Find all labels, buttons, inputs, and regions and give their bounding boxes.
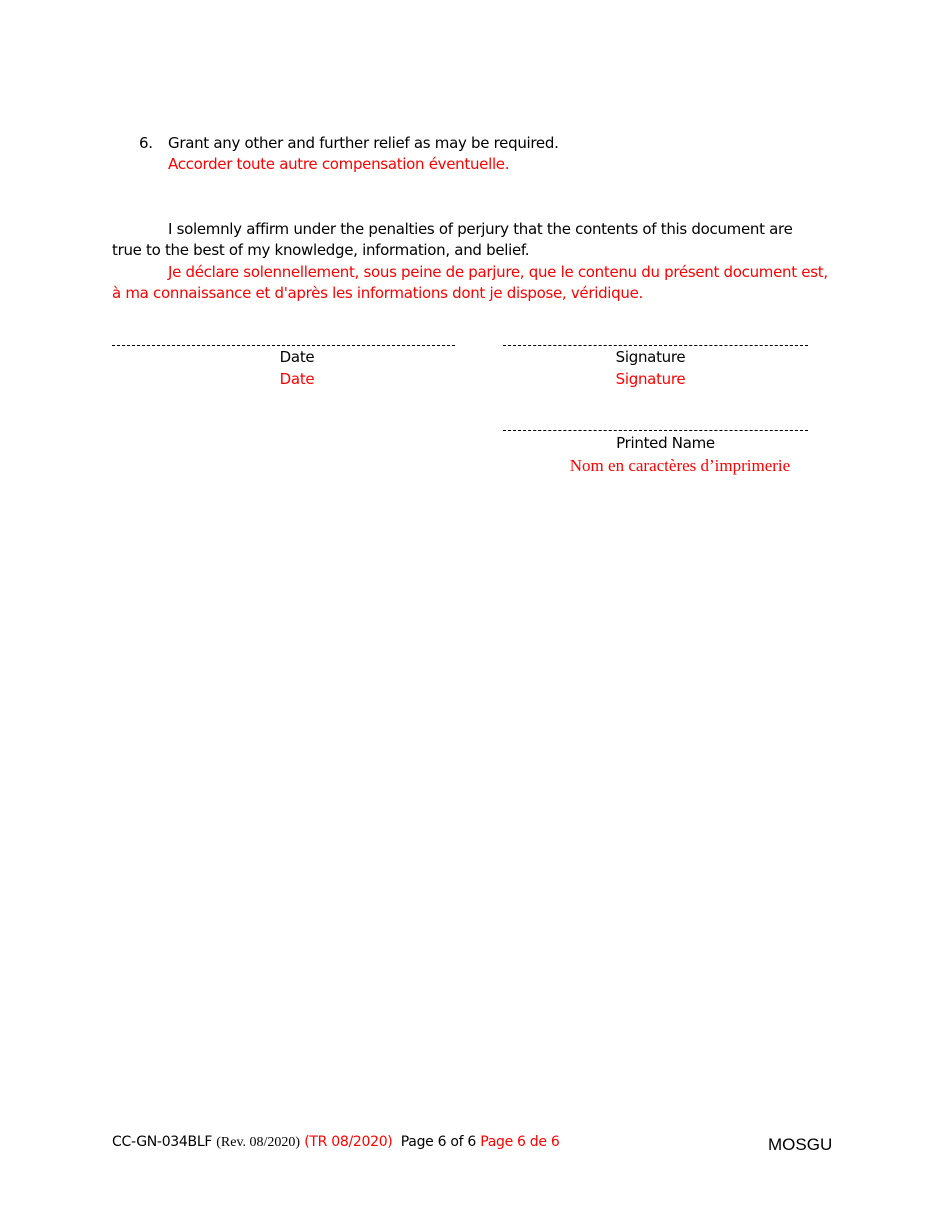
affirmation-fr-line-2: à ma connaissance et d'après les informations dont je dispose, véridique. [112,284,643,302]
date-signature-line[interactable] [112,345,455,346]
signature-line[interactable] [503,345,808,346]
printed-name-line[interactable] [503,430,808,431]
page-number-en: Page 6 of 6 [400,1134,477,1150]
date-label-fr: Date [279,370,315,388]
signature-label-en: Signature [615,348,686,366]
court-code: MOSGU [768,1135,833,1154]
revision-date: (Rev. 08/2020) [216,1135,301,1150]
form-number: CC-GN-034BLF [112,1134,213,1150]
item-6-text-en: Grant any other and further relief as may be required. [168,134,559,152]
date-label-en: Date [279,348,315,366]
printed-name-label-en: Printed Name [616,434,715,452]
affirmation-fr-line-1: Je déclare solennellement, sous peine de parjure, que le contenu du présent document est, [168,263,828,281]
translation-date: (TR 08/2020) [304,1134,393,1150]
signature-label-fr: Signature [615,370,686,388]
item-6-text-fr: Accorder toute autre compensation éventuelle. [168,155,510,173]
affirmation-en-line-1: I solemnly affirm under the penalties of perjury that the contents of this document are [168,220,793,238]
affirmation-en-line-2: true to the best of my knowledge, information, and belief. [112,241,530,259]
page-number-fr: Page 6 de 6 [480,1134,560,1150]
printed-name-label-fr: Nom en caractères d’imprimerie [569,456,791,475]
item-number: 6. [139,134,153,152]
page-footer [112,1134,559,1151]
